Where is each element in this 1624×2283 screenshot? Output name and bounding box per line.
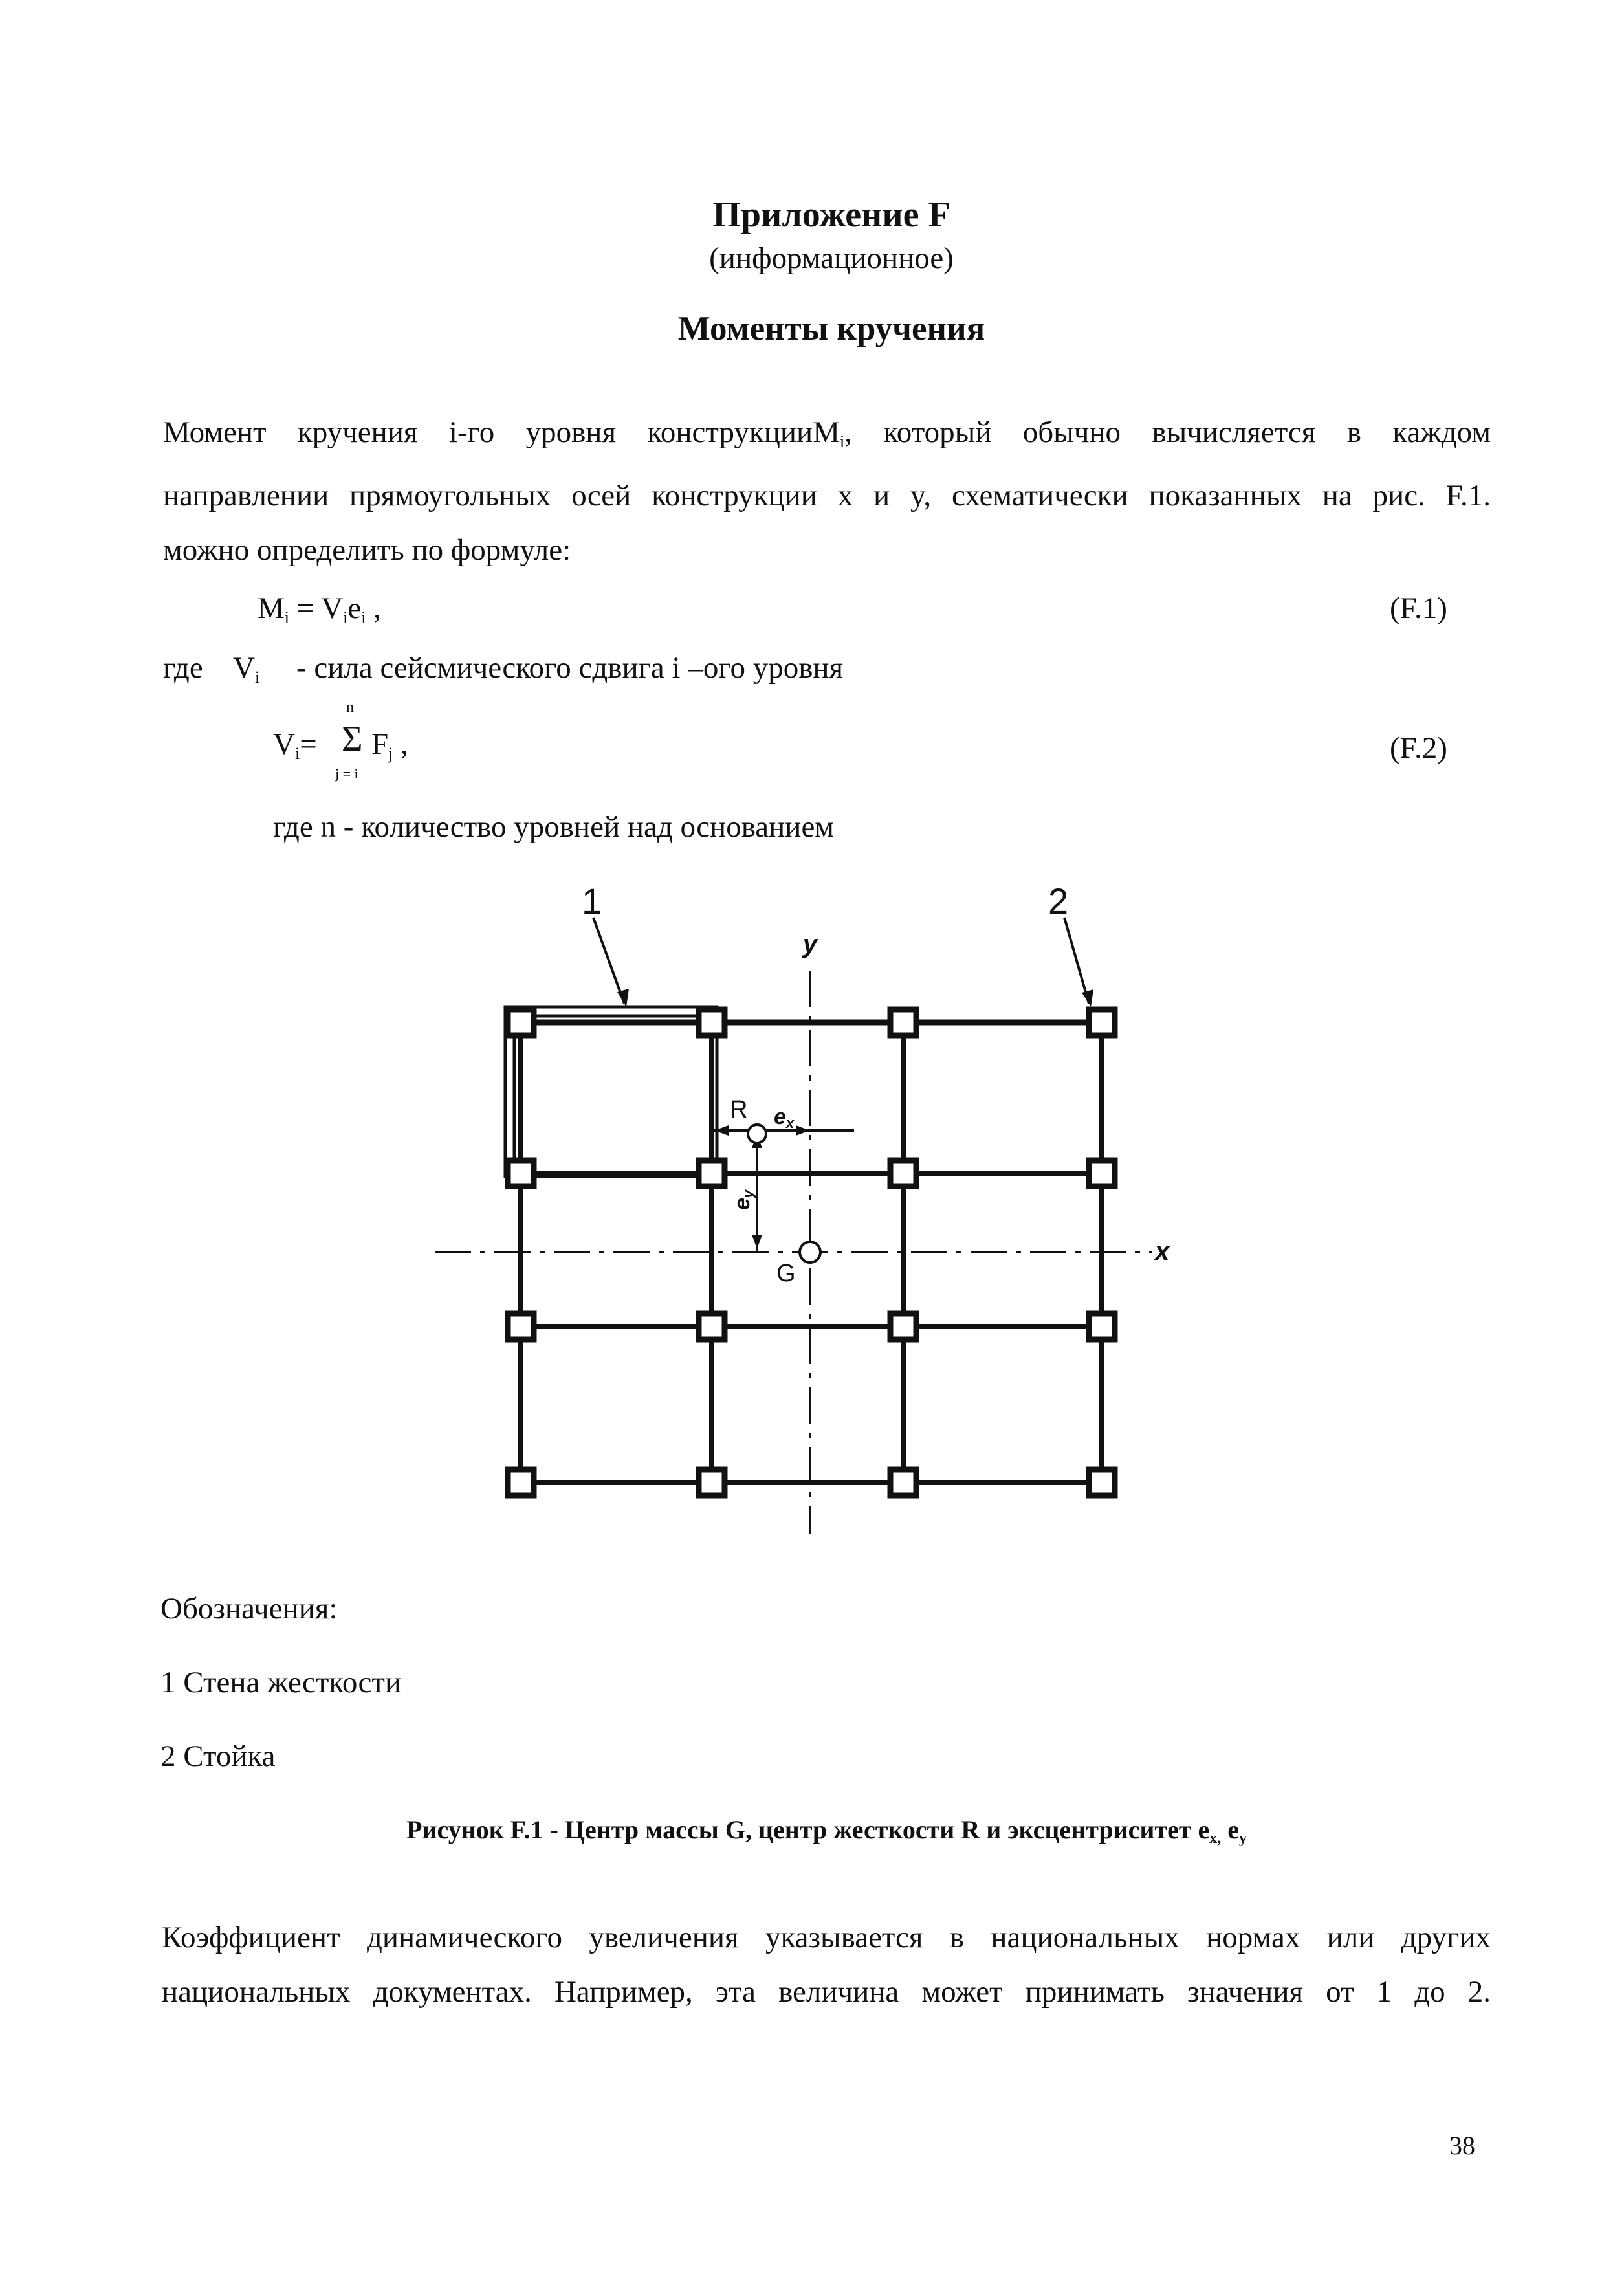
column — [699, 1470, 725, 1495]
column — [1089, 1470, 1115, 1495]
appendix-title: Приложение F — [712, 195, 950, 235]
column — [699, 1314, 725, 1340]
caption-sub-y: y — [1239, 1830, 1247, 1847]
formula-f1-m: M — [258, 591, 285, 625]
caption-sub-x: x, — [1209, 1830, 1222, 1847]
formula-f1-v: V — [321, 591, 344, 625]
column — [699, 1009, 725, 1035]
column — [508, 1314, 534, 1340]
column — [699, 1160, 725, 1186]
page-number: 38 — [1449, 2131, 1475, 2160]
legend-item-2: 2 Стойка — [160, 1739, 276, 1773]
where-1-text: - сила сейсмического сдвига i –ого уровня — [296, 651, 844, 685]
column — [890, 1160, 916, 1186]
ex-arrow-right — [796, 1125, 810, 1136]
leader-line-1 — [593, 918, 624, 1004]
label-g: G — [776, 1260, 796, 1287]
closing-line-1: Коэффициент динамического увеличения указывается в национальных нормах или других — [162, 1921, 1491, 1954]
label-ey-sub: y — [740, 1189, 756, 1198]
formula-f2-upper: n — [346, 699, 354, 716]
axis-y-label: y — [802, 930, 818, 958]
formula-f2-v: V — [273, 727, 295, 761]
column — [1089, 1314, 1115, 1340]
formula-f2-tail: , — [393, 727, 408, 761]
caption-mid: e — [1221, 1815, 1239, 1844]
formula-f1-m-sub: i — [284, 608, 290, 627]
where-1-v: V — [233, 651, 255, 685]
intro-line-1-b: , который обычно вычисляется в каждом — [844, 415, 1491, 449]
mass-centre-g — [800, 1242, 820, 1263]
column — [508, 1009, 534, 1035]
column — [1089, 1160, 1115, 1186]
callout-1: 1 — [582, 881, 602, 921]
appendix-subtitle: (информационное) — [709, 241, 954, 275]
formula-f2-v-sub: i — [294, 744, 300, 763]
formula-f1-number: (F.1) — [1390, 591, 1447, 625]
where-2: где n - количество уровней над основанием — [273, 810, 835, 844]
intro-line-1-a: Момент кручения i-го уровня конструкции — [163, 415, 813, 449]
rigidity-centre-r — [748, 1125, 766, 1143]
formula-f1-e-sub: i — [361, 608, 366, 627]
label-ey — [730, 1189, 756, 1210]
label-ex-e: e — [774, 1105, 786, 1129]
axis-x-label: x — [1155, 1237, 1170, 1266]
intro-line-2: направлении прямоугольных осей конструкции x и y, схематически показанных на рис. F.1. — [163, 479, 1491, 513]
label-ex — [774, 1105, 795, 1131]
ey-arrow-bottom — [752, 1235, 762, 1249]
moment-symbol-sub: i — [840, 432, 845, 451]
section-title: Моменты кручения — [677, 310, 985, 347]
intro-line-3: можно определить по формуле: — [163, 533, 571, 567]
column — [890, 1470, 916, 1495]
column — [508, 1160, 534, 1186]
formula-f1-v-sub: i — [343, 608, 348, 627]
caption-text: Рисунок F.1 - Центр массы G, центр жесткости R и эксцентриситет e — [406, 1815, 1210, 1844]
legend-heading: Обозначения: — [160, 1592, 338, 1626]
callout-2: 2 — [1048, 881, 1069, 921]
formula-f1-tail: , — [366, 591, 381, 625]
column — [508, 1470, 534, 1495]
formula-f2-f-sub: j — [388, 744, 393, 763]
legend-item-1: 1 Стена жесткости — [160, 1666, 402, 1699]
formula-f2-number: (F.2) — [1390, 731, 1447, 765]
column — [890, 1314, 916, 1340]
closing-line-2: национальных документах. Например, эта величина может принимать значения от 1 до 2. — [162, 1975, 1491, 2009]
where-1-v-sub: i — [254, 668, 260, 687]
label-r: R — [730, 1096, 748, 1123]
formula-f1-e: e — [347, 591, 362, 625]
formula-f2-sum: Σ — [342, 719, 363, 759]
leader-line-2 — [1064, 918, 1089, 1004]
formula-f2-eq: = — [300, 727, 317, 761]
formula-f2-lower: j = i — [335, 766, 358, 782]
formula-f2-f: F — [371, 727, 389, 761]
column — [890, 1009, 916, 1035]
formula-f1-eq: = — [289, 591, 322, 625]
shear-wall — [505, 1007, 717, 1176]
label-ey-e: e — [730, 1198, 754, 1210]
leader-arrow-2 — [1082, 989, 1093, 1007]
moment-symbol: M — [813, 415, 840, 449]
label-ex-sub: x — [785, 1115, 795, 1131]
where-1-lead: где — [163, 651, 203, 685]
figure-caption — [0, 1814, 1624, 1847]
column — [1089, 1009, 1115, 1035]
